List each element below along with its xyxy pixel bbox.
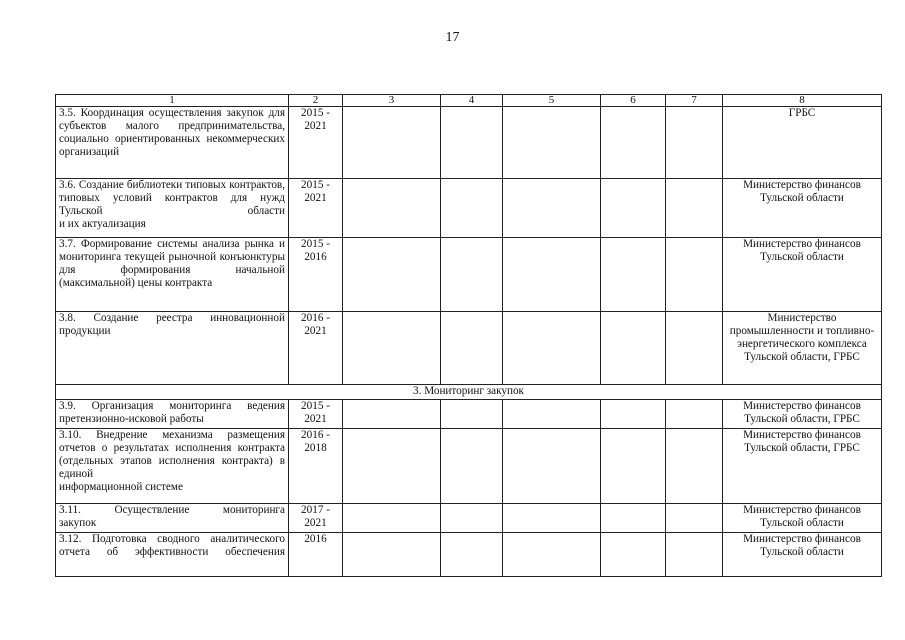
executor-cell: Министерство финансов Тульской области, ГРБС [723, 400, 882, 429]
empty-cell [503, 179, 601, 238]
empty-cell [601, 504, 666, 533]
column-header: 6 [601, 95, 666, 107]
measure-name: 3.6. Создание библиотеки типовых контрактов, типовых условий контрактов для нужд Тульской области и их актуализация [56, 179, 289, 238]
page-number: 17 [445, 30, 460, 45]
empty-cell [343, 107, 441, 179]
empty-cell [666, 533, 723, 577]
empty-cell [441, 429, 503, 504]
column-header: 4 [441, 95, 503, 107]
executor-cell: Министерство финансов Тульской области [723, 238, 882, 312]
empty-cell [601, 238, 666, 312]
empty-cell [441, 238, 503, 312]
period-cell: 2015 - 2021 [289, 107, 343, 179]
executor-cell: Министерство финансов Тульской области [723, 179, 882, 238]
empty-cell [601, 533, 666, 577]
period-cell: 2016 [289, 533, 343, 577]
empty-cell [343, 179, 441, 238]
empty-cell [441, 400, 503, 429]
empty-cell [666, 179, 723, 238]
empty-cell [666, 312, 723, 385]
table-row [56, 429, 882, 504]
executor-cell: Министерство финансов Тульской области [723, 504, 882, 533]
empty-cell [503, 238, 601, 312]
executor-cell: Министерство промышленности и топливно-энергетического комплекса Тульской области, ГРБС [723, 312, 882, 385]
table-row [56, 179, 882, 238]
column-header: 5 [503, 95, 601, 107]
measure-name: 3.8. Создание реестра инновационной продукции [56, 312, 289, 385]
empty-cell [601, 429, 666, 504]
empty-cell [601, 107, 666, 179]
empty-cell [343, 238, 441, 312]
plan-table [55, 94, 882, 577]
empty-cell [666, 238, 723, 312]
column-header: 2 [289, 95, 343, 107]
section-title: 3. Мониторинг закупок [56, 385, 882, 400]
table-row [56, 533, 882, 577]
measure-name: 3.10. Внедрение механизма размещения отчетов о результатах исполнения контракта (отдельных этапов исполнения контракта) в единой информационной системе [56, 429, 289, 504]
table-row [56, 238, 882, 312]
executor-cell: Министерство финансов Тульской области [723, 533, 882, 577]
empty-cell [343, 533, 441, 577]
measure-name: 3.11. Осуществление мониторинга закупок [56, 504, 289, 533]
empty-cell [503, 533, 601, 577]
measure-name: 3.7. Формирование системы анализа рынка и мониторинга текущей рыночной конъюнктуры для формирования начальной (максимальной) цены контракта [56, 238, 289, 312]
empty-cell [503, 429, 601, 504]
period-cell: 2015 - 2021 [289, 400, 343, 429]
period-cell: 2017 - 2021 [289, 504, 343, 533]
empty-cell [601, 312, 666, 385]
table-row [56, 400, 882, 429]
empty-cell [666, 400, 723, 429]
period-cell: 2015 - 2021 [289, 179, 343, 238]
empty-cell [503, 504, 601, 533]
table-row [56, 504, 882, 533]
empty-cell [441, 107, 503, 179]
table-row [56, 107, 882, 179]
column-header: 1 [56, 95, 289, 107]
empty-cell [666, 504, 723, 533]
measure-name: 3.9. Организация мониторинга ведения претензионно-исковой работы [56, 400, 289, 429]
section-row [56, 385, 882, 400]
empty-cell [601, 179, 666, 238]
period-cell: 2016 - 2021 [289, 312, 343, 385]
empty-cell [441, 312, 503, 385]
column-header: 7 [666, 95, 723, 107]
column-header: 8 [723, 95, 882, 107]
period-cell: 2015 - 2016 [289, 238, 343, 312]
empty-cell [441, 179, 503, 238]
period-cell: 2016 - 2018 [289, 429, 343, 504]
empty-cell [503, 107, 601, 179]
empty-cell [343, 504, 441, 533]
table-row [56, 312, 882, 385]
empty-cell [666, 107, 723, 179]
empty-cell [503, 400, 601, 429]
empty-cell [343, 400, 441, 429]
empty-cell [666, 429, 723, 504]
empty-cell [441, 533, 503, 577]
empty-cell [601, 400, 666, 429]
empty-cell [441, 504, 503, 533]
executor-cell: Министерство финансов Тульской области, ГРБС [723, 429, 882, 504]
executor-cell: ГРБС [723, 107, 882, 179]
measure-name: 3.12. Подготовка сводного аналитического отчета об эффективности обеспечения [56, 533, 289, 577]
empty-cell [503, 312, 601, 385]
empty-cell [343, 429, 441, 504]
column-number-header [56, 95, 882, 107]
empty-cell [343, 312, 441, 385]
column-header: 3 [343, 95, 441, 107]
measure-name: 3.5. Координация осуществления закупок для субъектов малого предпринимательства, социально ориентированных некоммерческих организаций [56, 107, 289, 179]
